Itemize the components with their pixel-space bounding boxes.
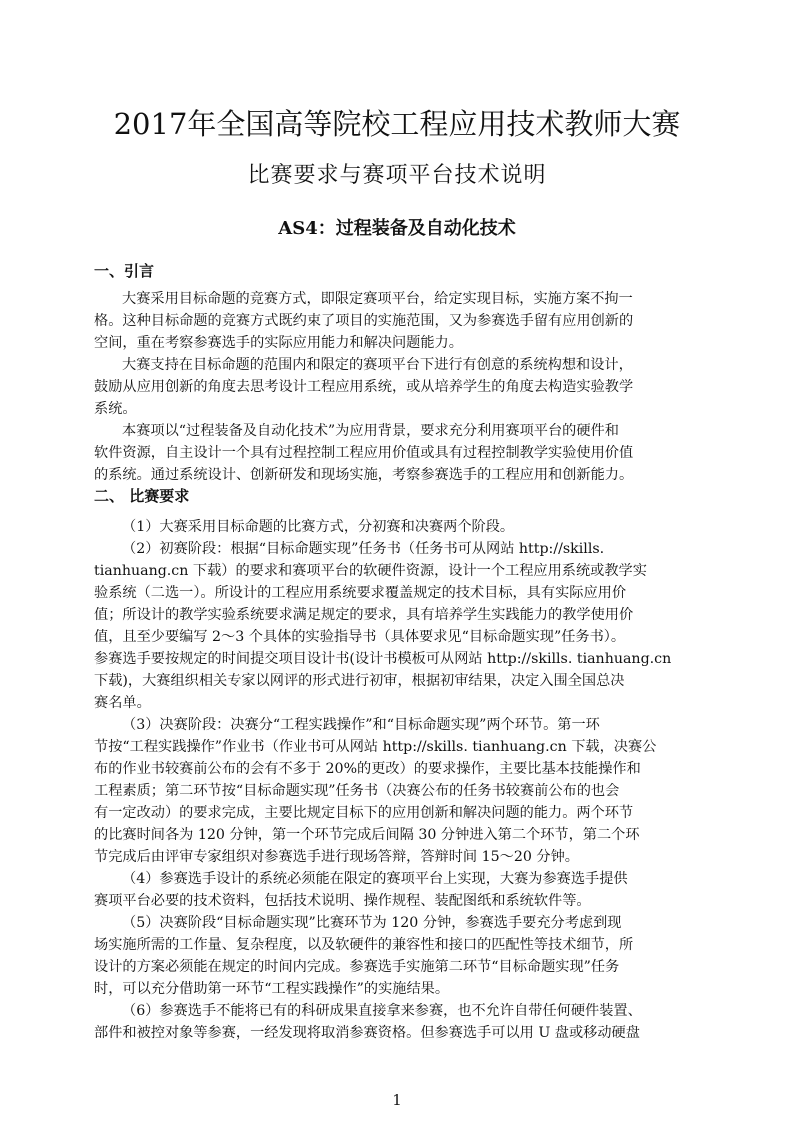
paragraph-line: 节按“工程实践操作”作业书（作业书可从网站 http://skills. tianhuang.cn 下载，决赛公 <box>94 739 657 755</box>
section-heading-requirements: 二、 比赛要求 <box>94 487 190 505</box>
paragraph-line: 时，可以充分借助第一环节“工程实践操作”的实施结果。 <box>94 981 450 997</box>
paragraph-line: 的比赛时间各为 120 分钟，第一个环节完成后间隔 30 分钟进入第二个环节，第二个环 <box>94 827 640 843</box>
page-number: 1 <box>392 1091 402 1109</box>
track-title: AS4：过程装备及自动化技术 <box>278 218 516 239</box>
paragraph-line: 值，且至少要编写 2～3 个具体的实验指导书（具体要求见“目标命题实现”任务书）。 <box>94 629 626 645</box>
paragraph-line: 赛名单。 <box>94 695 151 711</box>
paragraph-line: 赛项平台必要的技术资料，包括技术说明、操作规程、装配图纸和系统软件等。 <box>94 893 591 909</box>
paragraph-line: 系统。 <box>94 401 137 417</box>
paragraph-line: （3）决赛阶段：决赛分“工程实践操作”和“目标命题实现”两个环节。第一环 <box>122 717 600 733</box>
paragraph-line: 部件和被控对象等参赛，一经发现将取消参赛资格。但参赛选手可以用 U 盘或移动硬盘 <box>94 1025 640 1041</box>
paragraph-line: 空间，重在考察参赛选手的实际应用能力和解决问题能力。 <box>94 335 463 351</box>
paragraph-line: （6）参赛选手不能将已有的科研成果直接拿来参赛，也不允许自带任何硬件装置、 <box>122 1003 642 1019</box>
paragraph-line: （5）决赛阶段“目标命题实现”比赛环节为 120 分钟，参赛选手要充分考虑到现 <box>122 915 622 931</box>
paragraph-line: （4）参赛选手设计的系统必须能在限定的赛项平台上实现，大赛为参赛选手提供 <box>122 871 628 887</box>
paragraph-line: 布的作业书较赛前公布的会有不多于 20%的更改）的要求操作，主要比基本技能操作和 <box>94 761 641 777</box>
paragraph-line: tianhuang.cn 下载）的要求和赛项平台的软硬件资源，设计一个工程应用系统或教学实 <box>94 563 647 579</box>
paragraph-line: 格。这种目标命题的竞赛方式既约束了项目的实施范围，又为参赛选手留有应用创新的 <box>94 313 634 329</box>
paragraph-line: （1）大赛采用目标命题的比赛方式，分初赛和决赛两个阶段。 <box>122 519 515 535</box>
paragraph-line: 验系统（二选一）。所设计的工程应用系统要求覆盖规定的技术目标，具有实际应用价 <box>94 585 627 601</box>
paragraph-line: （2）初赛阶段：根据“目标命题实现”任务书（任务书可从网站 http://skills. <box>122 541 605 557</box>
document-subtitle: 比赛要求与赛项平台技术说明 <box>247 163 547 188</box>
paragraph-line: 大赛采用目标命题的竞赛方式，即限定赛项平台，给定实现目标，实施方案不拘一 <box>122 291 633 307</box>
paragraph-line: 值；所设计的教学实验系统要求满足规定的要求，具有培养学生实践能力的教学使用价 <box>94 607 634 623</box>
paragraph-line: 大赛支持在目标命题的范围内和限定的赛项平台下进行有创意的系统构想和设计， <box>122 357 633 373</box>
document-title: 2017年全国高等院校工程应用技术教师大赛 <box>113 107 681 141</box>
paragraph-line: 软件资源，自主设计一个具有过程控制工程应用价值或具有过程控制教学实验使用价值 <box>94 445 634 461</box>
paragraph-line: 节完成后由评审专家组织对参赛选手进行现场答辩，答辩时间 15～20 分钟。 <box>94 849 579 865</box>
paragraph-line: 的系统。通过系统设计、创新研发和现场实施，考察参赛选手的工程应用和创新能力。 <box>94 467 634 483</box>
paragraph-line: 设计的方案必须能在规定的时间内完成。参赛选手实施第二环节“目标命题实现”任务 <box>94 959 620 975</box>
paragraph-line: 鼓励从应用创新的角度去思考设计工程应用系统，或从培养学生的角度去构造实验教学 <box>94 379 634 395</box>
paragraph-line: 参赛选手要按规定的时间提交项目设计书(设计书模板可从网站 http://skills. tianhuang.cn <box>94 651 672 667</box>
paragraph-line: 场实施所需的工作量、复杂程度，以及软硬件的兼容性和接口的匹配性等技术细节，所 <box>94 937 634 953</box>
paragraph-line: 下载)，大赛组织相关专家以网评的形式进行初审，根据初审结果，决定入围全国总决 <box>94 673 625 689</box>
section-heading-introduction: 一、引言 <box>94 262 155 280</box>
paragraph-line: 本赛项以“过程装备及自动化技术”为应用背景，要求充分利用赛项平台的硬件和 <box>122 423 619 439</box>
paragraph-line: 有一定改动）的要求完成，主要比规定目标下的应用创新和解决问题的能力。两个环节 <box>94 805 634 821</box>
paragraph-line: 工程素质；第二环节按“目标命题实现”任务书（决赛公布的任务书较赛前公布的也会 <box>94 783 620 799</box>
